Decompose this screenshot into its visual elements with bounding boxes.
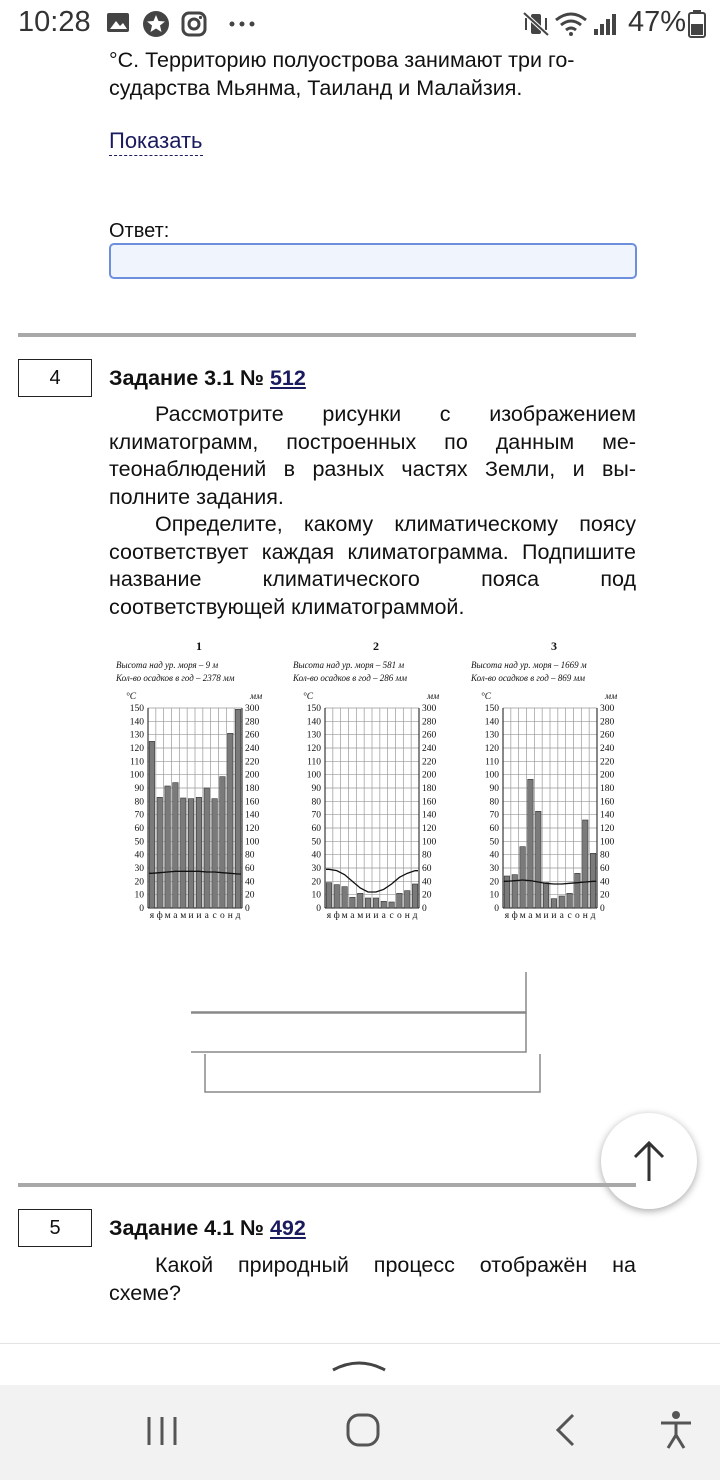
chart-plot bbox=[467, 686, 637, 922]
y2-tick-label: 180 bbox=[422, 784, 437, 794]
bottom-drawer-handle[interactable] bbox=[0, 1343, 720, 1386]
x-tick-label: м bbox=[519, 911, 526, 921]
task-number-box: 5 bbox=[18, 1209, 92, 1247]
y2-tick-label: 200 bbox=[245, 770, 260, 781]
precipitation-bar bbox=[575, 873, 580, 908]
back-button[interactable] bbox=[552, 1412, 578, 1448]
x-tick-label: ф bbox=[156, 911, 163, 921]
chart-title: 3 bbox=[551, 639, 557, 653]
y2-tick-label: 140 bbox=[245, 810, 260, 821]
y2-tick-label: 260 bbox=[600, 730, 615, 741]
climatogram-2 bbox=[289, 636, 459, 922]
section-divider bbox=[18, 333, 636, 337]
y-tick-label: 30 bbox=[134, 864, 144, 874]
chart-title: 2 bbox=[373, 639, 379, 653]
right-unit-label: мм bbox=[250, 692, 263, 702]
x-tick-label: д bbox=[412, 911, 418, 921]
precipitation-bar bbox=[358, 893, 363, 908]
task4-paragraph-2: Определите, какому климатическому поясу соответствует каждая климатограмма. Подпишите название климатического пояса под соответствующей климатограммой. bbox=[109, 512, 636, 619]
task3-text-tail bbox=[109, 47, 637, 102]
y2-tick-label: 80 bbox=[600, 850, 610, 861]
status-bar bbox=[0, 0, 720, 48]
x-tick-label: д bbox=[235, 911, 241, 921]
chart-plot bbox=[112, 686, 282, 922]
y2-tick-label: 180 bbox=[245, 784, 260, 794]
precipitation-bar bbox=[381, 901, 386, 908]
x-tick-label: и bbox=[551, 911, 557, 921]
y2-tick-label: 260 bbox=[422, 730, 437, 741]
y-tick-label: 0 bbox=[139, 904, 144, 914]
precipitation-bar bbox=[389, 902, 394, 908]
precipitation-bar bbox=[235, 709, 240, 908]
y2-tick-label: 0 bbox=[422, 904, 427, 914]
y-tick-label: 150 bbox=[306, 704, 321, 714]
chart-precip-total: Кол-во осадков в год – 286 мм bbox=[293, 673, 408, 683]
y-tick-label: 90 bbox=[134, 784, 144, 794]
x-tick-label: а bbox=[528, 911, 533, 921]
y-tick-label: 70 bbox=[489, 810, 499, 821]
y2-tick-label: 260 bbox=[245, 730, 260, 741]
recent-apps-button[interactable] bbox=[145, 1414, 179, 1448]
precipitation-bar bbox=[528, 779, 533, 908]
chart-precip-total: Кол-во осадков в год – 2378 мм bbox=[116, 673, 235, 683]
y-tick-label: 70 bbox=[134, 810, 144, 821]
y-tick-label: 0 bbox=[316, 904, 321, 914]
y2-tick-label: 20 bbox=[422, 890, 432, 901]
precipitation-bar bbox=[559, 896, 564, 908]
precipitation-bar bbox=[365, 898, 370, 908]
y2-tick-label: 60 bbox=[600, 864, 610, 874]
y-tick-label: 120 bbox=[306, 744, 321, 754]
accessibility-button[interactable] bbox=[658, 1410, 694, 1450]
y-tick-label: 140 bbox=[129, 717, 144, 728]
task4-body bbox=[109, 401, 636, 621]
x-tick-label: о bbox=[575, 911, 580, 921]
precipitation-bar bbox=[204, 788, 209, 908]
precipitation-bar bbox=[567, 893, 572, 908]
task5-id-link[interactable]: 492 bbox=[269, 1216, 306, 1240]
x-tick-label: а bbox=[173, 911, 178, 921]
battery-icon bbox=[688, 10, 706, 38]
wifi-icon bbox=[554, 12, 588, 36]
y-tick-label: 110 bbox=[307, 757, 321, 768]
task3-line-2: сударства Мьянма, Таиланд и Малайзия. bbox=[109, 75, 523, 100]
section-divider bbox=[18, 1183, 636, 1187]
precipitation-bar bbox=[220, 777, 225, 908]
y2-tick-label: 280 bbox=[600, 717, 615, 728]
y-tick-label: 140 bbox=[484, 717, 499, 728]
y2-tick-label: 120 bbox=[245, 824, 260, 834]
y-tick-label: 50 bbox=[489, 837, 499, 848]
y-tick-label: 130 bbox=[306, 730, 321, 741]
x-tick-label: с bbox=[567, 911, 572, 921]
status-time: 10:28 bbox=[18, 6, 91, 38]
y-tick-label: 120 bbox=[484, 744, 499, 754]
x-tick-label: а bbox=[204, 911, 209, 921]
climatogram-3 bbox=[467, 636, 637, 922]
x-tick-label: о bbox=[220, 911, 225, 921]
x-tick-label: м bbox=[164, 911, 171, 921]
precipitation-bar bbox=[165, 786, 170, 908]
chart-plot bbox=[289, 686, 459, 922]
precipitation-bar bbox=[583, 820, 588, 908]
x-tick-label: и bbox=[196, 911, 202, 921]
y-tick-label: 40 bbox=[489, 850, 499, 861]
y2-tick-label: 200 bbox=[600, 770, 615, 781]
y2-tick-label: 140 bbox=[600, 810, 615, 821]
y2-tick-label: 40 bbox=[600, 877, 610, 888]
answer-box-2 bbox=[191, 1013, 526, 1052]
y-tick-label: 10 bbox=[134, 890, 144, 901]
precipitation-bar bbox=[520, 847, 525, 908]
chevron-up-icon bbox=[330, 1356, 388, 1374]
y-tick-label: 20 bbox=[489, 877, 499, 888]
y2-tick-label: 120 bbox=[422, 824, 437, 834]
answer-box-1 bbox=[191, 972, 526, 1012]
y2-tick-label: 300 bbox=[600, 704, 615, 714]
task5-paragraph-1: Какой природный процесс отображён на схеме? bbox=[109, 1253, 636, 1305]
precipitation-bar bbox=[157, 797, 162, 908]
y-tick-label: 10 bbox=[311, 890, 321, 901]
x-tick-label: м bbox=[535, 911, 542, 921]
climatogram-1 bbox=[112, 636, 282, 922]
x-tick-label: я bbox=[326, 911, 332, 921]
y2-tick-label: 220 bbox=[600, 757, 615, 768]
y2-tick-label: 60 bbox=[422, 864, 432, 874]
precipitation-bar bbox=[212, 799, 217, 908]
precipitation-bar bbox=[512, 875, 517, 908]
x-tick-label: м bbox=[341, 911, 348, 921]
y2-tick-label: 200 bbox=[422, 770, 437, 781]
left-unit-label: °С bbox=[126, 692, 137, 702]
y-tick-label: 90 bbox=[311, 784, 321, 794]
precipitation-bar bbox=[412, 884, 417, 908]
precipitation-bar bbox=[551, 899, 556, 908]
y-tick-label: 30 bbox=[311, 864, 321, 874]
y-tick-label: 90 bbox=[489, 784, 499, 794]
x-tick-label: я bbox=[504, 911, 510, 921]
y-tick-label: 20 bbox=[134, 877, 144, 888]
y-tick-label: 40 bbox=[134, 850, 144, 861]
task5-header bbox=[109, 1216, 306, 1241]
y2-tick-label: 160 bbox=[600, 797, 615, 808]
y-tick-label: 150 bbox=[484, 704, 499, 714]
y2-tick-label: 100 bbox=[600, 837, 615, 848]
y-tick-label: 70 bbox=[311, 810, 321, 821]
x-tick-label: а bbox=[350, 911, 355, 921]
task-number-box: 4 bbox=[18, 359, 92, 397]
y-tick-label: 60 bbox=[489, 824, 499, 834]
precipitation-bar bbox=[373, 898, 378, 908]
arrow-up-icon bbox=[631, 1139, 667, 1183]
answer-boxes bbox=[185, 970, 547, 1096]
x-tick-label: и bbox=[543, 911, 549, 921]
y2-tick-label: 220 bbox=[245, 757, 260, 768]
chart-title: 1 bbox=[196, 639, 202, 653]
y-tick-label: 10 bbox=[489, 890, 499, 901]
precipitation-bar bbox=[350, 897, 355, 908]
answer-label: Ответ: bbox=[109, 220, 170, 242]
precipitation-bar bbox=[397, 893, 402, 908]
task5-title: Задание 4.1 № bbox=[109, 1216, 270, 1240]
instagram-icon bbox=[181, 11, 207, 37]
y2-tick-label: 240 bbox=[600, 744, 615, 754]
vibrate-mute-icon bbox=[522, 11, 550, 37]
y2-tick-label: 300 bbox=[245, 704, 260, 714]
x-tick-label: я bbox=[149, 911, 155, 921]
chart-altitude: Высота над ур. моря – 9 м bbox=[116, 660, 219, 670]
y-tick-label: 100 bbox=[484, 770, 499, 781]
precipitation-bar bbox=[405, 891, 410, 908]
x-tick-label: а bbox=[381, 911, 386, 921]
y-tick-label: 140 bbox=[306, 717, 321, 728]
y2-tick-label: 20 bbox=[600, 890, 610, 901]
y-tick-label: 150 bbox=[129, 704, 144, 714]
precipitation-bar bbox=[196, 797, 201, 908]
x-tick-label: н bbox=[227, 911, 233, 921]
y2-tick-label: 280 bbox=[245, 717, 260, 728]
precipitation-bar bbox=[188, 799, 193, 908]
y2-tick-label: 160 bbox=[245, 797, 260, 808]
y2-tick-label: 40 bbox=[245, 877, 255, 888]
y2-tick-label: 240 bbox=[245, 744, 260, 754]
y2-tick-label: 120 bbox=[600, 824, 615, 834]
x-tick-label: с bbox=[389, 911, 394, 921]
y2-tick-label: 20 bbox=[245, 890, 255, 901]
y-tick-label: 120 bbox=[129, 744, 144, 754]
y-tick-label: 130 bbox=[484, 730, 499, 741]
y2-tick-label: 240 bbox=[422, 744, 437, 754]
y2-tick-label: 100 bbox=[245, 837, 260, 848]
star-badge-icon bbox=[142, 10, 170, 38]
signal-icon bbox=[592, 12, 618, 36]
x-tick-label: ф bbox=[333, 911, 340, 921]
x-tick-label: д bbox=[590, 911, 596, 921]
y-tick-label: 100 bbox=[129, 770, 144, 781]
y2-tick-label: 0 bbox=[245, 904, 250, 914]
y-tick-label: 0 bbox=[494, 904, 499, 914]
task4-title: Задание 3.1 № bbox=[109, 366, 270, 390]
y-tick-label: 80 bbox=[134, 797, 144, 808]
left-unit-label: °С bbox=[481, 692, 492, 702]
y-tick-label: 60 bbox=[134, 824, 144, 834]
y2-tick-label: 40 bbox=[422, 877, 432, 888]
y2-tick-label: 280 bbox=[422, 717, 437, 728]
y2-tick-label: 80 bbox=[245, 850, 255, 861]
precipitation-bar bbox=[334, 885, 339, 908]
x-tick-label: ф bbox=[511, 911, 518, 921]
y-tick-label: 110 bbox=[485, 757, 499, 768]
precipitation-bar bbox=[181, 798, 186, 908]
task4-header bbox=[109, 366, 306, 391]
precipitation-bar bbox=[228, 733, 233, 908]
y-tick-label: 110 bbox=[130, 757, 144, 768]
y2-tick-label: 80 bbox=[422, 850, 432, 861]
system-nav-bar bbox=[0, 1385, 720, 1480]
x-tick-label: и bbox=[188, 911, 194, 921]
y2-tick-label: 100 bbox=[422, 837, 437, 848]
y-tick-label: 50 bbox=[134, 837, 144, 848]
precipitation-bar bbox=[326, 883, 331, 908]
y-tick-label: 100 bbox=[306, 770, 321, 781]
task4-id-link[interactable]: 512 bbox=[269, 366, 306, 390]
y2-tick-label: 0 bbox=[600, 904, 605, 914]
answer-input[interactable] bbox=[109, 243, 637, 279]
y2-tick-label: 300 bbox=[422, 704, 437, 714]
y2-tick-label: 160 bbox=[422, 797, 437, 808]
precipitation-bar bbox=[173, 783, 178, 908]
home-button[interactable] bbox=[345, 1412, 381, 1448]
y2-tick-label: 180 bbox=[600, 784, 615, 794]
chart-precip-total: Кол-во осадков в год – 869 мм bbox=[471, 673, 586, 683]
battery-percent: 47% bbox=[628, 6, 687, 38]
scroll-to-top-button[interactable] bbox=[601, 1113, 697, 1209]
chart-altitude: Высота над ур. моря – 581 м bbox=[293, 660, 405, 670]
chart-altitude: Высота над ур. моря – 1669 м bbox=[471, 660, 587, 670]
gallery-icon bbox=[106, 12, 132, 34]
left-unit-label: °С bbox=[303, 692, 314, 702]
x-tick-label: м bbox=[180, 911, 187, 921]
show-answer-link[interactable]: Показать bbox=[109, 128, 203, 156]
y2-tick-label: 60 bbox=[245, 864, 255, 874]
x-tick-label: с bbox=[212, 911, 217, 921]
precipitation-bar bbox=[536, 811, 541, 908]
y-tick-label: 50 bbox=[311, 837, 321, 848]
y-tick-label: 60 bbox=[311, 824, 321, 834]
x-tick-label: о bbox=[397, 911, 402, 921]
more-notifications-icon bbox=[228, 20, 258, 28]
x-tick-label: и bbox=[373, 911, 379, 921]
precipitation-bar bbox=[149, 741, 154, 908]
answer-box-3 bbox=[205, 1054, 540, 1092]
y2-tick-label: 220 bbox=[422, 757, 437, 768]
x-tick-label: н bbox=[582, 911, 588, 921]
y2-tick-label: 140 bbox=[422, 810, 437, 821]
x-tick-label: и bbox=[365, 911, 371, 921]
y-tick-label: 40 bbox=[311, 850, 321, 861]
y-tick-label: 80 bbox=[489, 797, 499, 808]
y-tick-label: 30 bbox=[489, 864, 499, 874]
y-tick-label: 80 bbox=[311, 797, 321, 808]
climatogram-figure bbox=[112, 636, 636, 922]
precipitation-bar bbox=[590, 853, 595, 908]
precipitation-bar bbox=[543, 883, 548, 908]
precipitation-bar bbox=[342, 887, 347, 908]
right-unit-label: мм bbox=[605, 692, 618, 702]
right-unit-label: мм bbox=[427, 692, 440, 702]
x-tick-label: м bbox=[357, 911, 364, 921]
x-tick-label: а bbox=[559, 911, 564, 921]
chart-grid bbox=[325, 708, 419, 908]
y-tick-label: 20 bbox=[311, 877, 321, 888]
task4-paragraph-1: Рассмотрите рисунки с изображением климатограмм, построенных по данным ме-теонаблюдений в разных частях Земли, и вы-полните задания. bbox=[109, 402, 636, 509]
x-tick-label: н bbox=[404, 911, 410, 921]
task3-line-1: °C. Территорию полуострова занимают три го- bbox=[109, 48, 575, 72]
y-tick-label: 130 bbox=[129, 730, 144, 741]
